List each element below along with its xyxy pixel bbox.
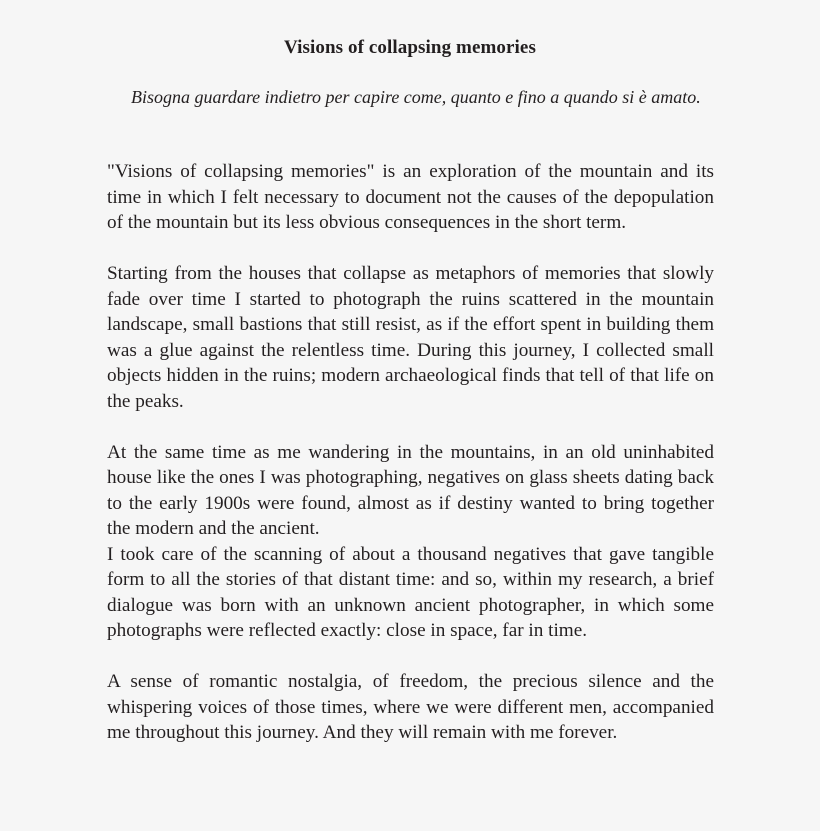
- paragraph-2: Starting from the houses that collapse as metaphors of memories that slowly fade over time I started to photograph the ruins scattered in the mountain landscape, small bastions that still resist, as if the effort spent in building them was a glue against the relentless time. During this journey, I collected small objects hidden in the ruins; modern archaeological finds that tell of that life on the peaks.: [107, 263, 714, 412]
- document-title: Visions of collapsing memories: [284, 37, 536, 58]
- paragraph-5: A sense of romantic nostalgia, of freedom, the precious silence and the whispering voices of those times, where we were different men, accompanied me throughout this journey. And they will remain with me forever.: [107, 671, 714, 743]
- epigraph: Bisogna guardare indietro per capire come, quanto e fino a quando si è amato.: [131, 87, 701, 107]
- document-body: [107, 159, 714, 746]
- paragraph-4: I took care of the scanning of about a thousand negatives that gave tangible form to all the stories of that distant time: and so, within my research, a brief dialogue was born with an unknown ancient photographer, in which some photographs were reflected exactly: close in space, far in time.: [107, 543, 714, 641]
- paragraph-1: "Visions of collapsing memories" is an exploration of the mountain and its time in which I felt necessary to document not the causes of the depopulation of the mountain but its less obvious consequences in the short term.: [107, 161, 714, 233]
- paragraph-3: At the same time as me wandering in the mountains, in an old uninhabited house like the ones I was photographing, negatives on glass sheets dating back to the early 1900s were found, almost as if destiny wanted to bring together the modern and the ancient.: [107, 441, 714, 539]
